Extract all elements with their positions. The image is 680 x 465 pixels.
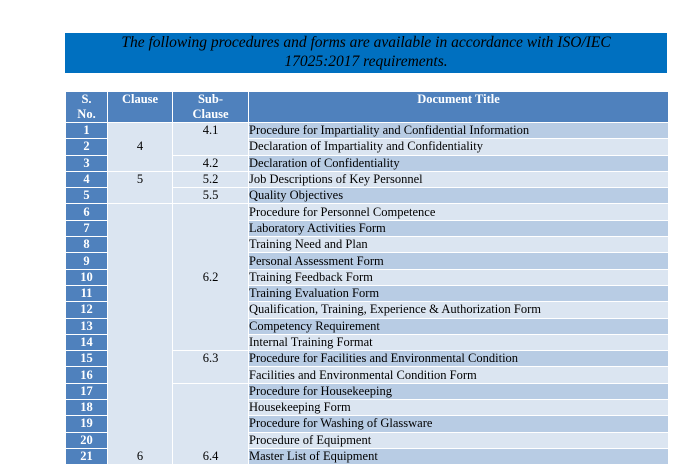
header-sno: S. No. [66,92,108,123]
document-title: Procedure for Impartiality and Confidential Information [249,123,669,139]
row-number: 5 [66,188,108,204]
document-title: Qualification, Training, Experience & Authorization Form [249,302,669,318]
table-row [66,123,669,139]
row-number: 4 [66,171,108,187]
row-number: 1 [66,123,108,139]
subclause-cell: 6.2 [173,204,249,351]
document-title: Training Need and Plan [249,237,669,253]
header-document-title: Document Title [249,92,669,123]
row-number: 13 [66,318,108,334]
banner-line-2: 17025:2017 requirements. [284,53,448,70]
row-number: 15 [66,351,108,367]
document-title: Master List of Equipment [249,448,669,464]
subclause-cell: 5.2 [173,171,249,187]
row-number: 3 [66,155,108,171]
row-number: 14 [66,334,108,350]
banner-line-1: The following procedures and forms are available in accordance with ISO/IEC [121,34,611,51]
clause-cell: 4 [108,123,173,172]
row-number: 17 [66,383,108,399]
subclause-cell: 4.2 [173,155,249,171]
document-table [65,91,669,465]
document-banner [65,33,667,73]
row-number: 20 [66,432,108,448]
document-title: Facilities and Environmental Condition Form [249,367,669,383]
header-clause: Clause [108,92,173,123]
row-number: 7 [66,220,108,236]
row-number: 16 [66,367,108,383]
document-title: Laboratory Activities Form [249,220,669,236]
row-number: 11 [66,285,108,301]
document-title: Procedure for Washing of Glassware [249,416,669,432]
document-title: Declaration of Impartiality and Confidentiality [249,139,669,155]
row-number: 21 [66,448,108,464]
document-title: Procedure of Equipment [249,432,669,448]
table-row [66,171,669,187]
document-title: Procedure for Personnel Competence [249,204,669,220]
subclause-cell: 6.4 [173,383,249,464]
subclause-cell: 4.1 [173,123,249,156]
document-title: Job Descriptions of Key Personnel [249,171,669,187]
document-title: Training Evaluation Form [249,285,669,301]
document-title: Personal Assessment Form [249,253,669,269]
row-number: 19 [66,416,108,432]
row-number: 9 [66,253,108,269]
row-number: 18 [66,400,108,416]
row-number: 10 [66,269,108,285]
subclause-cell: 6.3 [173,351,249,384]
header-subclause: Sub- Clause [173,92,249,123]
document-title: Procedure for Facilities and Environmental Condition [249,351,669,367]
document-title: Competency Requirement [249,318,669,334]
document-title: Declaration of Confidentiality [249,155,669,171]
document-title: Procedure for Housekeeping [249,383,669,399]
clause-cell: 5 [108,171,173,204]
row-number: 12 [66,302,108,318]
clause-cell: 6 [108,204,173,465]
table-header-row [66,92,669,123]
table-row [66,204,669,220]
subclause-cell: 5.5 [173,188,249,204]
document-title: Training Feedback Form [249,269,669,285]
document-title: Quality Objectives [249,188,669,204]
row-number: 6 [66,204,108,220]
document-title: Internal Training Format [249,334,669,350]
row-number: 2 [66,139,108,155]
row-number: 8 [66,237,108,253]
document-title: Housekeeping Form [249,400,669,416]
